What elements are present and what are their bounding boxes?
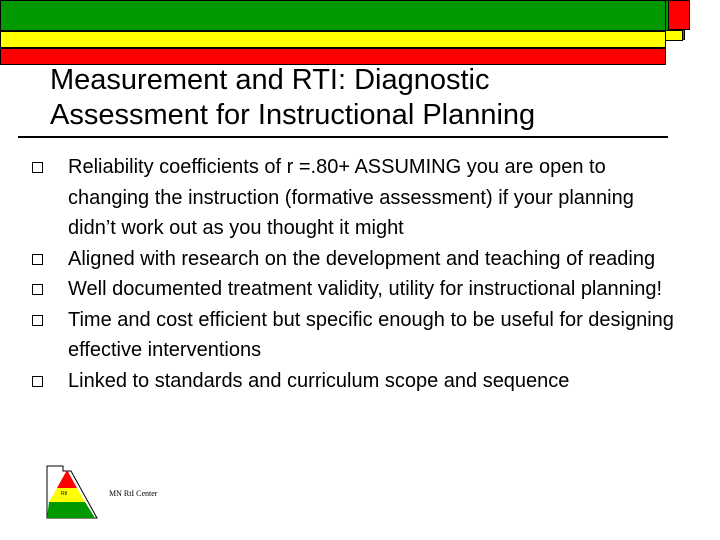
- slide-title-line1: Measurement and RTI: Diagnostic: [50, 64, 490, 96]
- bullet-list: [30, 152, 680, 396]
- triangle-logo-icon: [45, 462, 105, 522]
- bullet-text: Reliability coefficients of r =.80+ ASSUMING you are open to changing the instruction (formative assessment) if your planning didn’t work out as you thought it might: [68, 156, 634, 239]
- top-yellow-bar: [0, 31, 666, 48]
- hollow-square-icon: [32, 376, 43, 387]
- hollow-square-icon: [32, 284, 43, 295]
- top-green-bar: [0, 0, 666, 31]
- bullet-item-validity: [30, 274, 680, 305]
- bullet-text: Time and cost efficient but specific enough to be useful for designing effective interventions: [68, 308, 674, 361]
- slide-title-line2: Assessment for Instructional Planning: [50, 99, 536, 131]
- bullet-item-aligned: [30, 244, 680, 275]
- bullet-text: Linked to standards and curriculum scope and sequence: [68, 369, 570, 392]
- hollow-square-icon: [32, 254, 43, 265]
- bullet-text: Aligned with research on the development and teaching of reading: [68, 247, 656, 270]
- corner-yellow-square: [665, 30, 683, 41]
- bullet-item-efficient: [30, 305, 680, 366]
- bullet-item-standards: [30, 366, 680, 397]
- footer-center-name: MN RtI Center: [109, 489, 158, 498]
- slide-title: [50, 63, 650, 133]
- bullet-text: Well documented treatment validity, utility for instructional planning!: [68, 278, 662, 300]
- hollow-square-icon: [32, 315, 43, 326]
- bullet-item-reliability: [30, 152, 680, 244]
- title-underline: [18, 136, 668, 138]
- hollow-square-icon: [32, 162, 43, 173]
- corner-red-square: [668, 0, 690, 30]
- logo-label: RtI: [61, 491, 68, 497]
